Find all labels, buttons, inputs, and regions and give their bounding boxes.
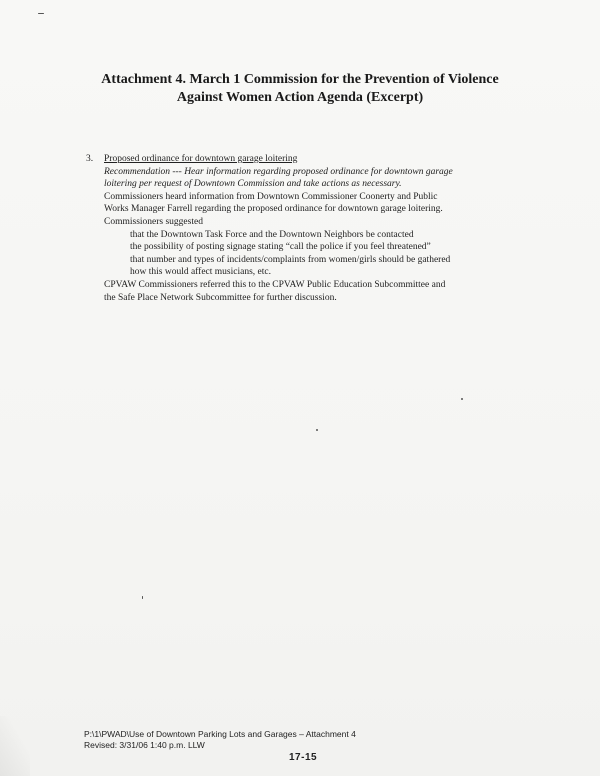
item-title: Proposed ordinance for downtown garage loitering — [104, 154, 298, 164]
closing-line-1: CPVAW Commissioners referred this to the CPVAW Public Education Subcommittee and — [104, 279, 446, 290]
suggestion-2: the possibility of posting signage stating “call the police if you feel threatened” — [130, 242, 431, 253]
scan-speck — [461, 398, 463, 400]
suggestion-3: that number and types of incidents/complaints from women/girls should be gathered — [130, 254, 451, 265]
footer-revised: Revised: 3/31/06 1:40 p.m. LLW — [84, 740, 205, 750]
scan-speck — [142, 596, 143, 599]
scan-speck — [316, 429, 318, 431]
text-line-3: Commissioners suggested — [104, 216, 203, 227]
title-line-1: Attachment 4. March 1 Commission for the Prevention of Violence — [101, 72, 499, 87]
footer — [84, 729, 356, 751]
recommendation-line-2: loitering per request of Downtown Commission and take actions as necessary. — [104, 179, 402, 190]
item-heading — [86, 153, 526, 166]
scan-speck — [38, 13, 44, 14]
title-line-2: Against Women Action Agenda (Excerpt) — [176, 90, 424, 105]
agenda-item — [86, 153, 526, 304]
text-line-1: Commissioners heard information from Downtown Commissioner Coonerty and Public — [104, 191, 438, 202]
suggestion-1: that the Downtown Task Force and the Downtown Neighbors be contacted — [130, 229, 414, 240]
document-title — [60, 71, 540, 107]
item-number: 3. — [86, 154, 94, 164]
closing-line-2: the Safe Place Network Subcommittee for further discussion. — [104, 292, 337, 303]
page-number: 17-15 — [289, 752, 318, 763]
footer-path: P:\1\PWAD\Use of Downtown Parking Lots and Garages – Attachment 4 — [84, 729, 356, 739]
suggestion-4: how this would affect musicians, etc. — [130, 267, 271, 278]
text-line-2: Works Manager Farrell regarding the proposed ordinance for downtown garage loitering. — [104, 204, 443, 215]
recommendation-line-1: Recommendation --- Hear information regarding proposed ordinance for downtown garage — [104, 166, 453, 177]
page-fold-shadow — [0, 716, 30, 776]
